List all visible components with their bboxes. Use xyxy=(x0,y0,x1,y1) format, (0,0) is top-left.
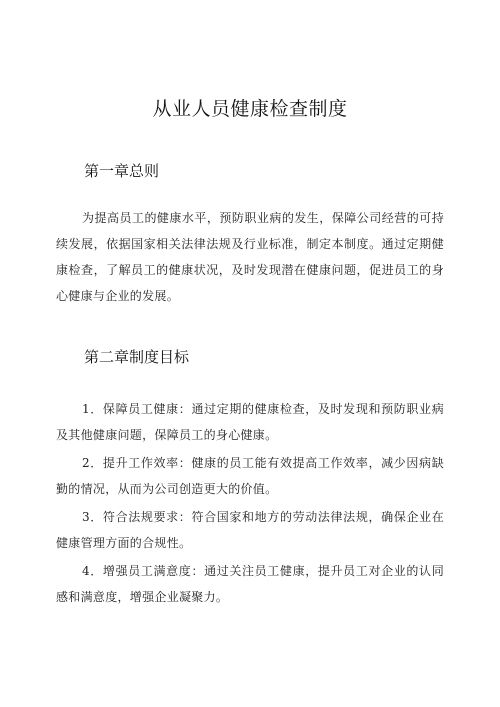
chapter-1-heading: 第一章总则 xyxy=(84,162,160,180)
goal-item-2: 2．提升工作效率：健康的员工能有效提高工作效率，减少因病缺勤的情况，从而为公司创造更大的价值。 xyxy=(56,456,444,496)
document-title: 从业人员健康检查制度 xyxy=(152,98,348,120)
goal-item-4: 4．增强员工满意度：通过关注员工健康，提升员工对企业的认同感和满意度，增强企业凝聚力。 xyxy=(56,564,444,604)
chapter-2-heading: 第二章制度目标 xyxy=(84,348,190,366)
goal-item-3: 3．符合法规要求：符合国家和地方的劳动法律法规，确保企业在健康管理方面的合规性。 xyxy=(56,510,444,550)
chapter-1-paragraph: 为提高员工的健康水平，预防职业病的发生，保障公司经营的可持续发展，依据国家相关法律法规及行业标准，制定本制度。通过定期健康检查，了解员工的健康状况，及时发现潜在健康问题，促进员工的身心健康与企业的发展。 xyxy=(56,211,444,303)
goal-item-1: 1．保障员工健康：通过定期的健康检查，及时发现和预防职业病及其他健康问题，保障员工的身心健康。 xyxy=(56,402,444,442)
